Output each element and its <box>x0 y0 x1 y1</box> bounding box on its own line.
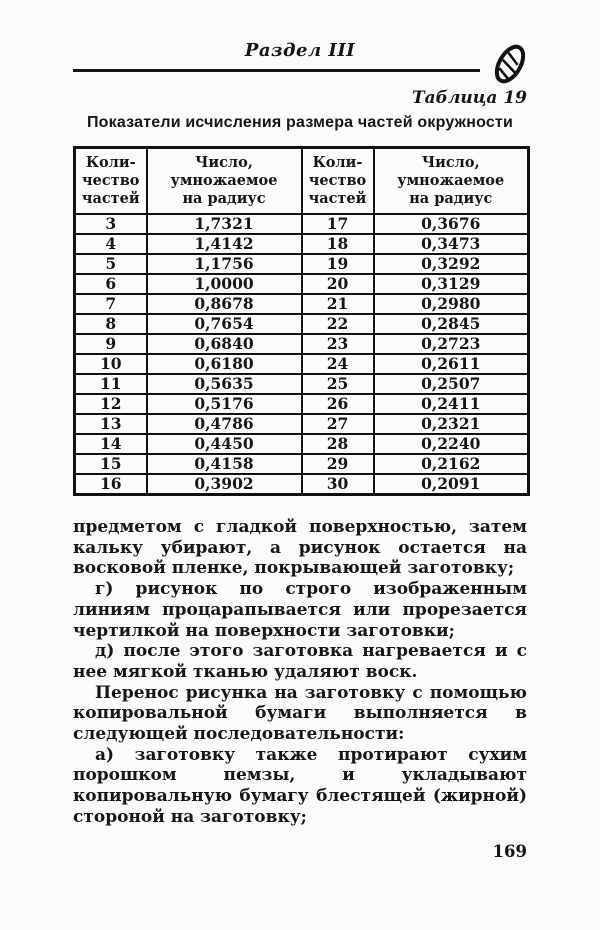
cell-parts: 20 <box>302 274 374 294</box>
paragraph-item-g: г) рисунок по строго изображенным линиям процарапывается или прорезается чертилкой на поверхности заготовки; <box>73 579 527 641</box>
cell-factor: 0,5176 <box>147 394 302 414</box>
cell-parts: 28 <box>302 434 374 454</box>
cell-factor: 1,1756 <box>147 254 302 274</box>
col-header-parts-right: Коли- чество частей <box>302 148 374 215</box>
cell-parts: 7 <box>75 294 147 314</box>
table-row <box>75 394 529 414</box>
body-text <box>73 517 527 828</box>
cell-factor: 0,8678 <box>147 294 302 314</box>
cell-factor: 0,4450 <box>147 434 302 454</box>
header-row <box>75 148 529 215</box>
col-header-factor-left: Число, умножаемое на радиус <box>147 148 302 215</box>
cell-parts: 17 <box>302 214 374 234</box>
table-row <box>75 314 529 334</box>
table-body <box>75 214 529 495</box>
table-row <box>75 334 529 354</box>
cell-parts: 15 <box>75 454 147 474</box>
cell-factor: 0,2091 <box>374 474 529 495</box>
table-row <box>75 274 529 294</box>
cell-parts: 9 <box>75 334 147 354</box>
table-row <box>75 374 529 394</box>
cell-factor: 0,2980 <box>374 294 529 314</box>
cell-parts: 8 <box>75 314 147 334</box>
cell-parts: 14 <box>75 434 147 454</box>
col-header-factor-right: Число, умножаемое на радиус <box>374 148 529 215</box>
page-header <box>73 40 527 72</box>
cell-parts: 22 <box>302 314 374 334</box>
table-row <box>75 354 529 374</box>
cell-factor: 0,3129 <box>374 274 529 294</box>
cell-factor: 0,6180 <box>147 354 302 374</box>
header-rule <box>73 69 480 72</box>
cell-parts: 6 <box>75 274 147 294</box>
table-head <box>75 148 529 215</box>
cell-factor: 0,4786 <box>147 414 302 434</box>
cell-parts: 5 <box>75 254 147 274</box>
cell-parts: 24 <box>302 354 374 374</box>
table-row <box>75 214 529 234</box>
cell-parts: 11 <box>75 374 147 394</box>
table-row <box>75 454 529 474</box>
cell-factor: 0,4158 <box>147 454 302 474</box>
cell-parts: 19 <box>302 254 374 274</box>
page-number: 169 <box>492 842 527 861</box>
table-row <box>75 234 529 254</box>
cell-factor: 0,3902 <box>147 474 302 495</box>
table-title: Показатели исчисления размера частей окружности <box>86 114 514 131</box>
cell-factor: 0,7654 <box>147 314 302 334</box>
cell-factor: 0,2507 <box>374 374 529 394</box>
cell-parts: 25 <box>302 374 374 394</box>
cell-parts: 30 <box>302 474 374 495</box>
cell-parts: 10 <box>75 354 147 374</box>
table-row <box>75 254 529 274</box>
cell-factor: 0,2845 <box>374 314 529 334</box>
cell-parts: 27 <box>302 414 374 434</box>
cell-factor: 0,3292 <box>374 254 529 274</box>
table-row <box>75 474 529 495</box>
cell-parts: 26 <box>302 394 374 414</box>
cell-factor: 0,2162 <box>374 454 529 474</box>
cell-factor: 0,2240 <box>374 434 529 454</box>
cell-parts: 18 <box>302 234 374 254</box>
cell-factor: 1,7321 <box>147 214 302 234</box>
cell-factor: 0,5635 <box>147 374 302 394</box>
cell-factor: 0,2723 <box>374 334 529 354</box>
cell-factor: 1,4142 <box>147 234 302 254</box>
table-caption-number: Таблица 19 <box>412 88 527 108</box>
circle-parts-table <box>73 146 530 496</box>
cell-parts: 12 <box>75 394 147 414</box>
cell-parts: 13 <box>75 414 147 434</box>
cell-factor: 0,3473 <box>374 234 529 254</box>
cell-factor: 0,2321 <box>374 414 529 434</box>
cell-factor: 0,6840 <box>147 334 302 354</box>
cell-parts: 29 <box>302 454 374 474</box>
section-heading: Раздел III <box>244 40 356 61</box>
paragraph-continuation: предметом с гладкой поверхностью, затем кальку убирают, а рисунок остается на восковой пленке, покрывающей заготовку; <box>73 517 527 579</box>
cell-parts: 23 <box>302 334 374 354</box>
paragraph-intro: Перенос рисунка на заготовку с помощью копировальной бумаги выполняется в следующей последовательности: <box>73 682 527 745</box>
table-row <box>75 414 529 434</box>
table-row <box>75 434 529 454</box>
cell-parts: 16 <box>75 474 147 495</box>
paragraph-item-a: а) заготовку также протирают сухим порошком пемзы, и укладывают копировальную бумагу блестящей (жирной) стороной на заготовку; <box>73 744 527 827</box>
cell-parts: 4 <box>75 234 147 254</box>
table-row <box>75 294 529 314</box>
cell-parts: 21 <box>302 294 374 314</box>
paragraph-item-d: д) после этого заготовка нагревается и с нее мягкой тканью удаляют воск. <box>73 641 527 682</box>
cell-factor: 0,2411 <box>374 394 529 414</box>
cell-parts: 3 <box>75 214 147 234</box>
cell-factor: 0,3676 <box>374 214 529 234</box>
cell-factor: 1,0000 <box>147 274 302 294</box>
cell-factor: 0,2611 <box>374 354 529 374</box>
shell-ornament-icon <box>493 38 527 90</box>
header-rule-row <box>73 66 527 72</box>
col-header-parts-left: Коли- чество частей <box>75 148 147 215</box>
